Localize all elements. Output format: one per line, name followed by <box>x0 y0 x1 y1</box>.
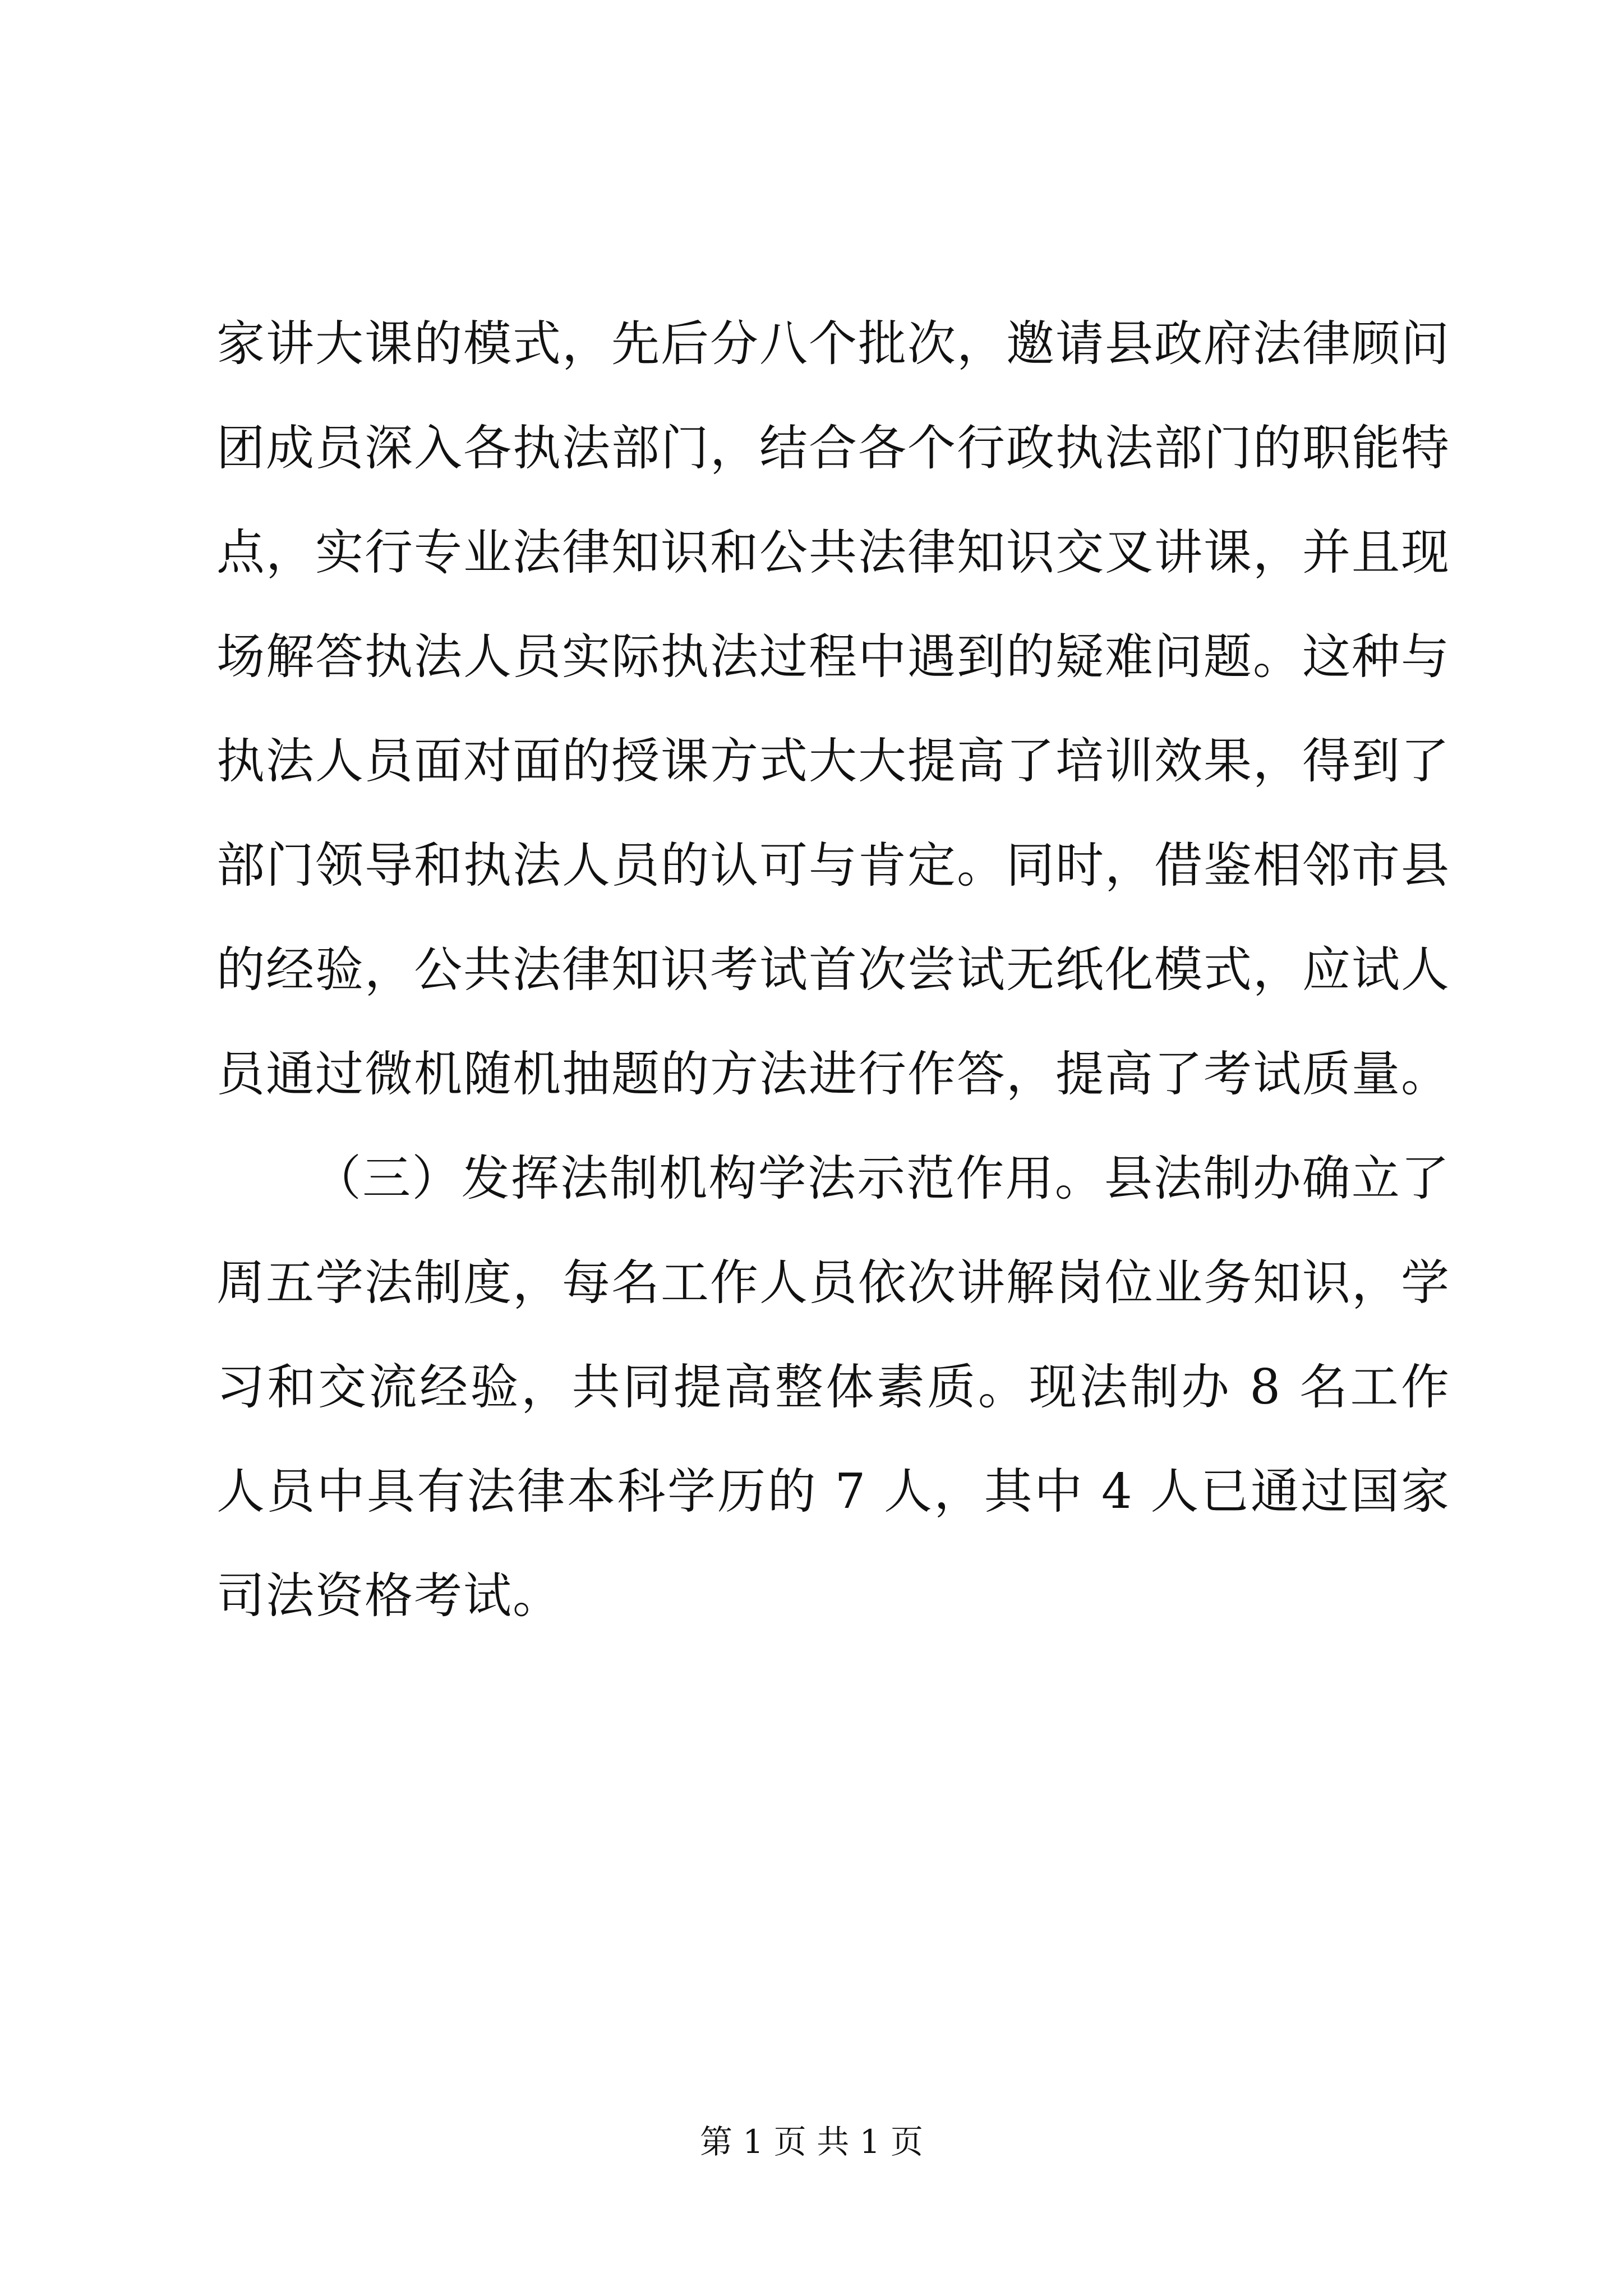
body-paragraph: 家讲大课的模式，先后分八个批次，邀请县政府法律顾问团成员深入各执法部门，结合各个行政执法部门的职能特点，实行专业法律知识和公共法律知识交叉讲课，并且现场解答执法人员实际执法过程中遇到的疑难问题。这种与执法人员面对面的授课方式大大提高了培训效果，得到了部门领导和执法人员的认可与肯定。同时，借鉴相邻市县的经验，公共法律知识考试首次尝试无纸化模式，应试人员通过微机随机抽题的方法进行作答，提高了考试质量。 <box>216 316 1450 1102</box>
page-footer: 第 1 页 共 1 页 <box>700 2123 923 2161</box>
body-paragraph: （三）发挥法制机构学法示范作用。县法制办确立了周五学法制度，每名工作人员依次讲解岗位业务知识，学习和交流经验，共同提高整体素质。现法制办 8 名工作人员中具有法律本科学历的 7 人，其中 4 人已通过国家司法资格考试。 <box>216 1151 1450 1624</box>
document-body <box>216 292 1450 1648</box>
